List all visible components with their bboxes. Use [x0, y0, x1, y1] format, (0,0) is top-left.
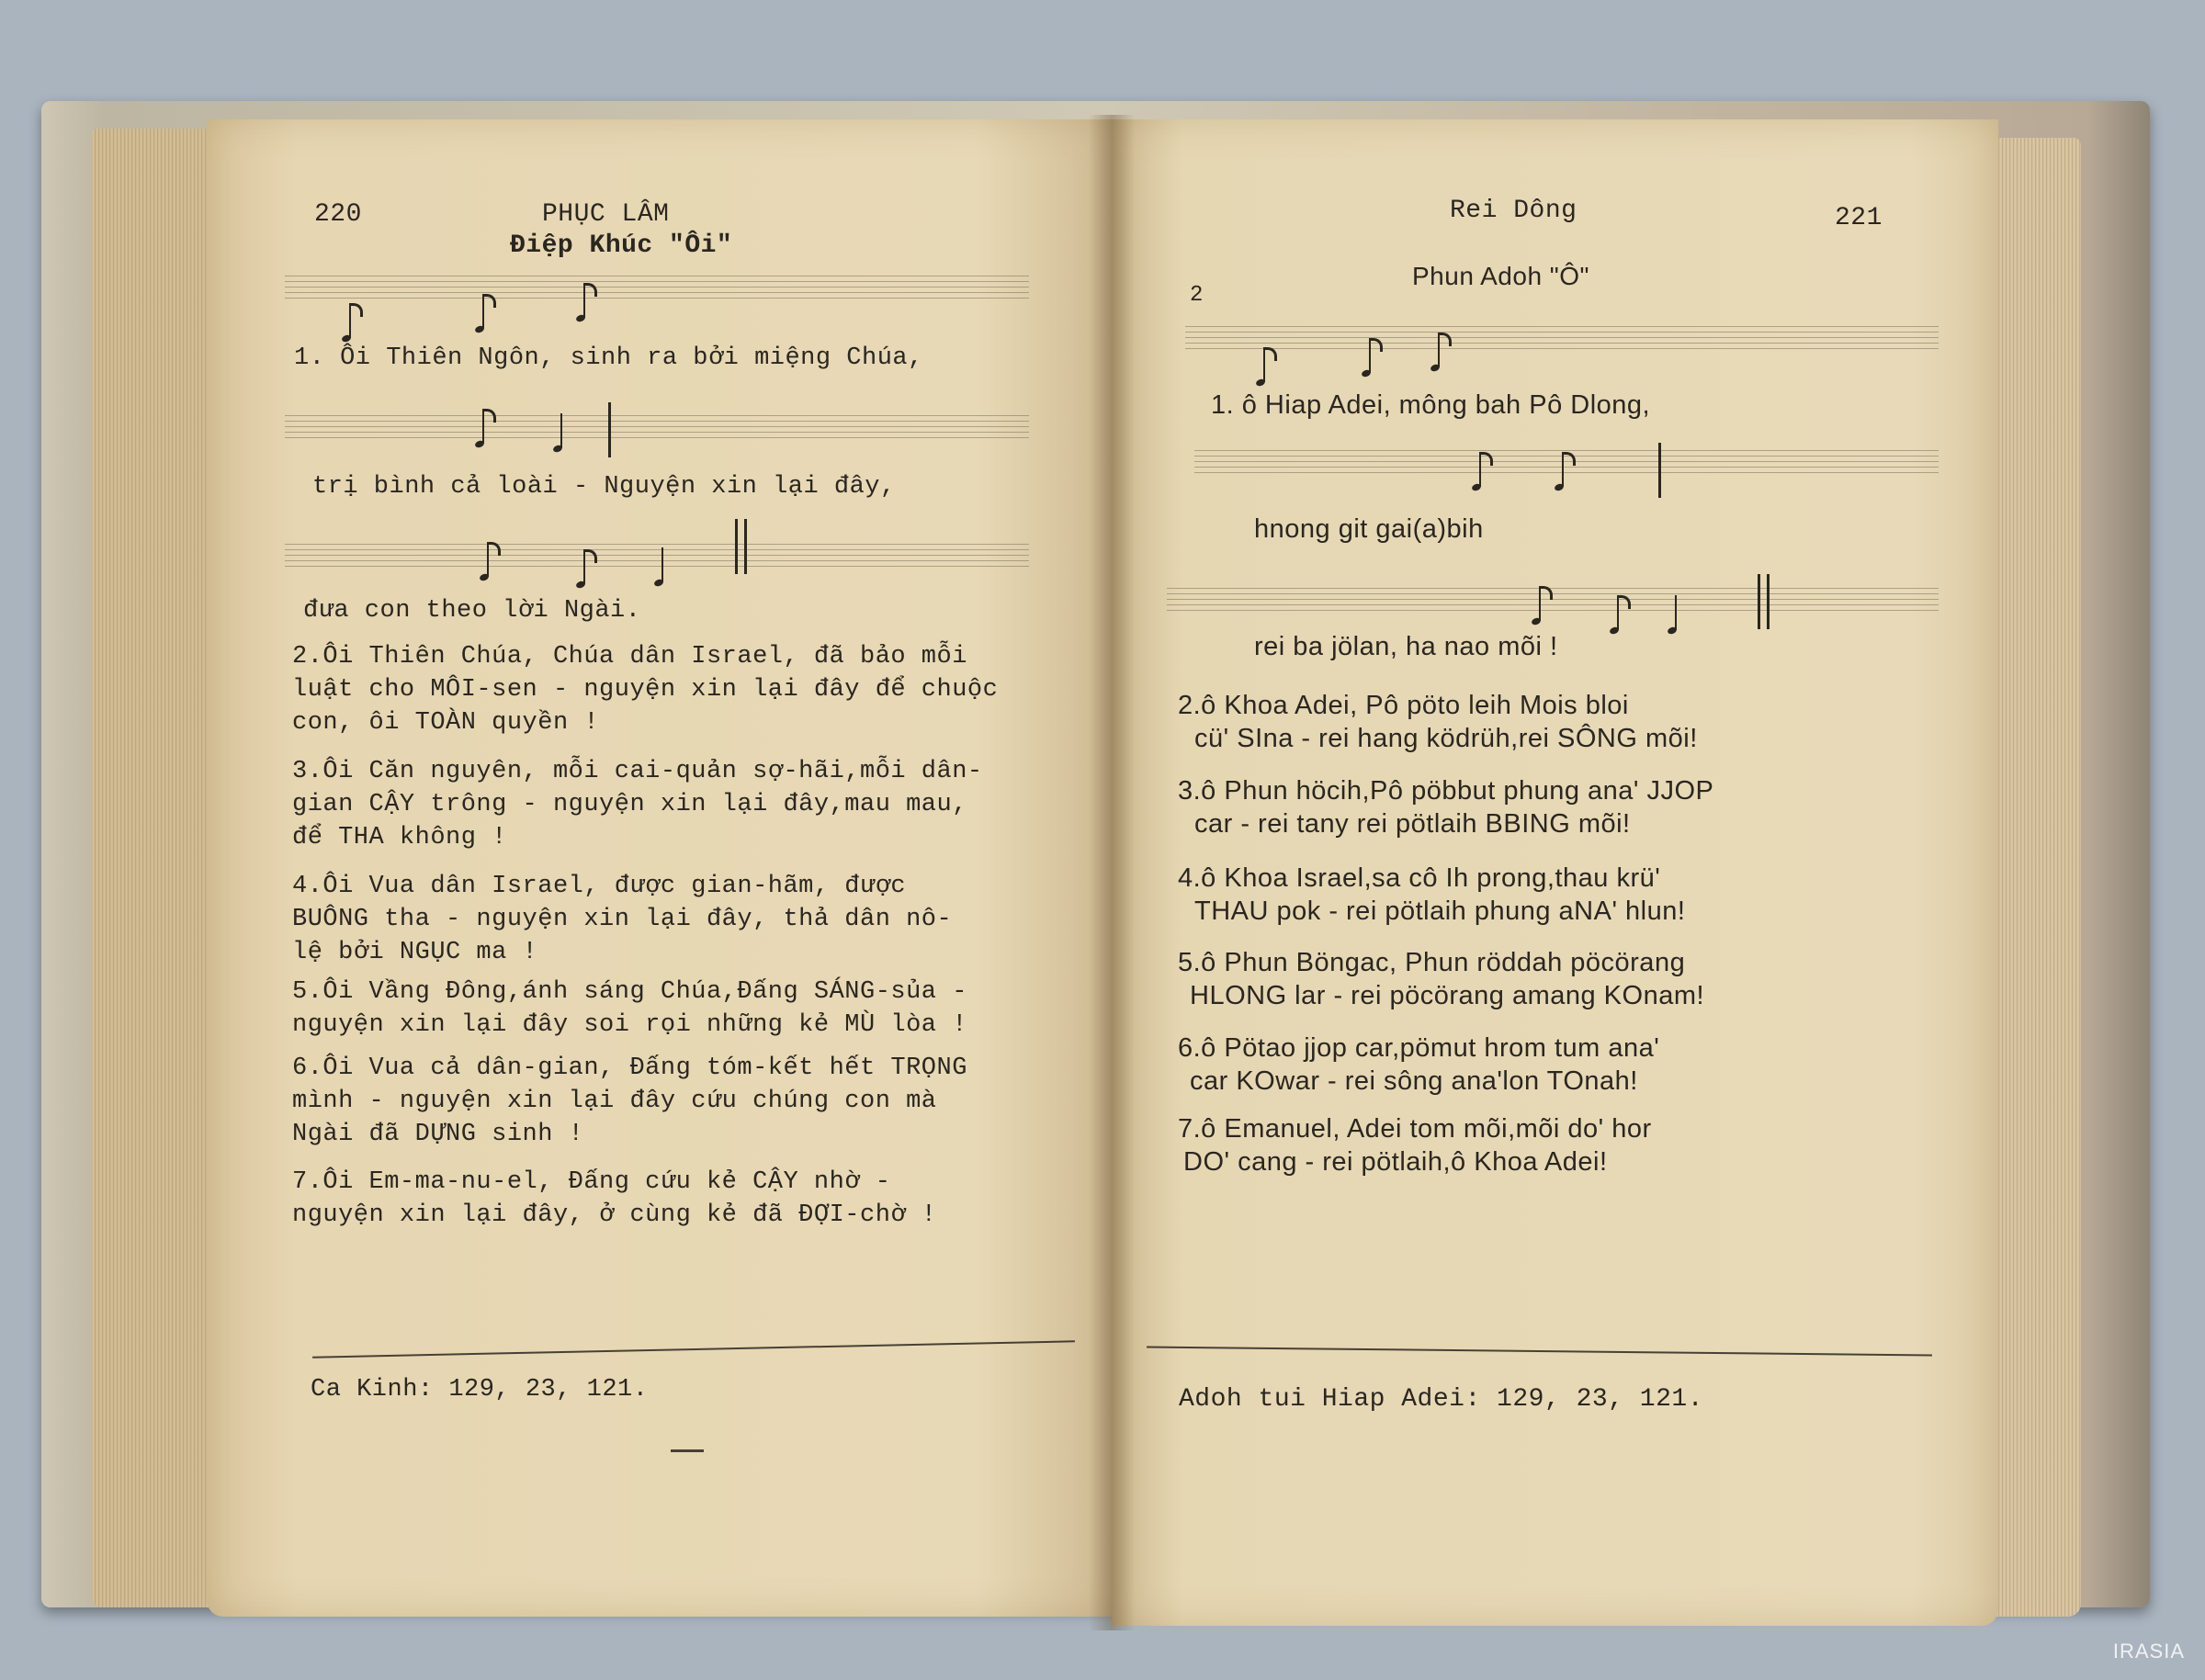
left-footer: Ca Kinh: 129, 23, 121. [311, 1376, 649, 1404]
music-note [662, 547, 663, 582]
music-note [583, 283, 585, 318]
verse-line: 4.ô Khoa Israel,sa cô Ih prong,thau krü' [1178, 863, 1661, 893]
music-note [1369, 338, 1371, 373]
right-verse1-line2: hnong git gai(a)bih [1254, 514, 1484, 544]
verse-line: car - rei tany rei pötlaih BBING mõi! [1194, 809, 1631, 839]
right-footer: Adoh tui Hiap Adei: 129, 23, 121. [1179, 1385, 1703, 1414]
verse-line: DO' cang - rei pötlaih,ô Khoa Adei! [1183, 1147, 1608, 1177]
bar-line [608, 402, 611, 457]
bar-line [744, 519, 747, 574]
page-mark [671, 1449, 704, 1452]
book-gutter [1089, 115, 1135, 1630]
music-note [349, 303, 351, 338]
verse-line: luật cho MÔI-sen - nguyện xin lại đây để chuộc [292, 676, 999, 704]
left-section-title: Điệp Khúc "Ôi" [510, 231, 733, 260]
verse-line: gian CẬY trông - nguyện xin lại đây,mau mau, [292, 791, 967, 818]
music-note [1617, 595, 1619, 630]
verse-line: 7.ô Emanuel, Adei tom mõi,mõi do' hor [1178, 1114, 1652, 1144]
bar-line [1758, 574, 1760, 629]
music-staff [285, 415, 1029, 439]
verse-line: để THA không ! [292, 824, 507, 851]
right-margin-number: 2 [1190, 283, 1204, 308]
music-note [482, 409, 484, 444]
verse-line: Ngài đã DỰNG sinh ! [292, 1121, 584, 1148]
verse-line: 3.ô Phun höcih,Pô pöbbut phung ana' JJOP [1178, 776, 1714, 806]
music-staff [285, 276, 1029, 299]
music-staff [1167, 588, 1939, 612]
bar-line [735, 519, 738, 574]
verse-line: lệ bởi NGỤC ma ! [292, 939, 538, 966]
music-note [1438, 333, 1440, 367]
verse-line: 2.Ôi Thiên Chúa, Chúa dân Israel, đã bảo mỗi [292, 643, 967, 671]
watermark: IRASIA [2112, 1640, 2185, 1663]
verse-line: con, ôi TOÀN quyền ! [292, 709, 600, 737]
verse-line: nguyện xin lại đây, ở cùng kẻ đã ĐỢI-chờ ! [292, 1201, 937, 1229]
music-note [1479, 452, 1481, 487]
verse-line: 3.Ôi Căn nguyên, mỗi cai-quản sợ-hãi,mỗi dân- [292, 758, 983, 785]
music-note [1539, 586, 1541, 621]
music-note [583, 549, 585, 584]
left-page-number: 220 [314, 200, 362, 229]
music-staff [1185, 326, 1939, 350]
bar-line [1767, 574, 1770, 629]
verse-line: 5.Ôi Vầng Đông,ánh sáng Chúa,Đấng SÁNG-sủa - [292, 978, 967, 1006]
verse-line: 2.ô Khoa Adei, Pô pöto leih Mois bloi [1178, 691, 1629, 720]
verse-line: car KOwar - rei sông ana'lon TOnah! [1190, 1066, 1638, 1096]
music-note [1675, 595, 1677, 630]
verse-line: HLONG lar - rei pöcörang amang KOnam! [1190, 981, 1705, 1010]
verse-line: 6.ô Pötao jjop car,pömut hrom tum ana' [1178, 1033, 1660, 1063]
music-note [560, 413, 562, 448]
verse-line: 7.Ôi Em-ma-nu-el, Đấng cứu kẻ CẬY nhờ - [292, 1168, 891, 1196]
verse-line: mình - nguyện xin lại đây cứu chúng con mà [292, 1088, 937, 1115]
verse-line: 6.Ôi Vua cả dân-gian, Đấng tóm-kết hết TRỌNG [292, 1054, 967, 1082]
right-verse1-line3: rei ba jölan, ha nao mõi ! [1254, 632, 1558, 661]
left-verse1-line2: trị bình cả loài - Nguyện xin lại đây, [312, 473, 896, 501]
verse-line: BUÔNG tha - nguyện xin lại đây, thả dân nô- [292, 906, 953, 933]
verse-line: cü' SIna - rei hang ködrüh,rei SÔNG mõi! [1194, 724, 1698, 753]
right-running-title: Rei Dông [1450, 197, 1577, 225]
music-note [1562, 452, 1564, 487]
page-edges-left [92, 129, 216, 1607]
left-verse1-line1: 1. Ôi Thiên Ngôn, sinh ra bởi miệng Chúa, [294, 344, 923, 372]
bar-line [1658, 443, 1661, 498]
right-page-number: 221 [1835, 204, 1883, 232]
verse-line: THAU pok - rei pötlaih phung aNA' hlun! [1194, 896, 1686, 926]
right-section-title: Phun Adoh "Ô" [1412, 262, 1589, 290]
music-note [1263, 347, 1265, 382]
verse-line: 5.ô Phun Böngac, Phun röddah pöcörang [1178, 948, 1686, 977]
left-running-title: PHỤC LÂM [542, 200, 670, 229]
verse-line: nguyện xin lại đây soi rọi những kẻ MÙ lòa ! [292, 1011, 967, 1039]
music-staff [285, 544, 1029, 568]
verse-line: 4.Ôi Vua dân Israel, được gian-hãm, được [292, 873, 907, 900]
right-verse1-line1: 1. ô Hiap Adei, mông bah Pô Dlong, [1211, 390, 1651, 420]
left-verse1-line3: đưa con theo lời Ngài. [303, 597, 641, 625]
music-note [487, 542, 489, 577]
music-note [482, 294, 484, 329]
